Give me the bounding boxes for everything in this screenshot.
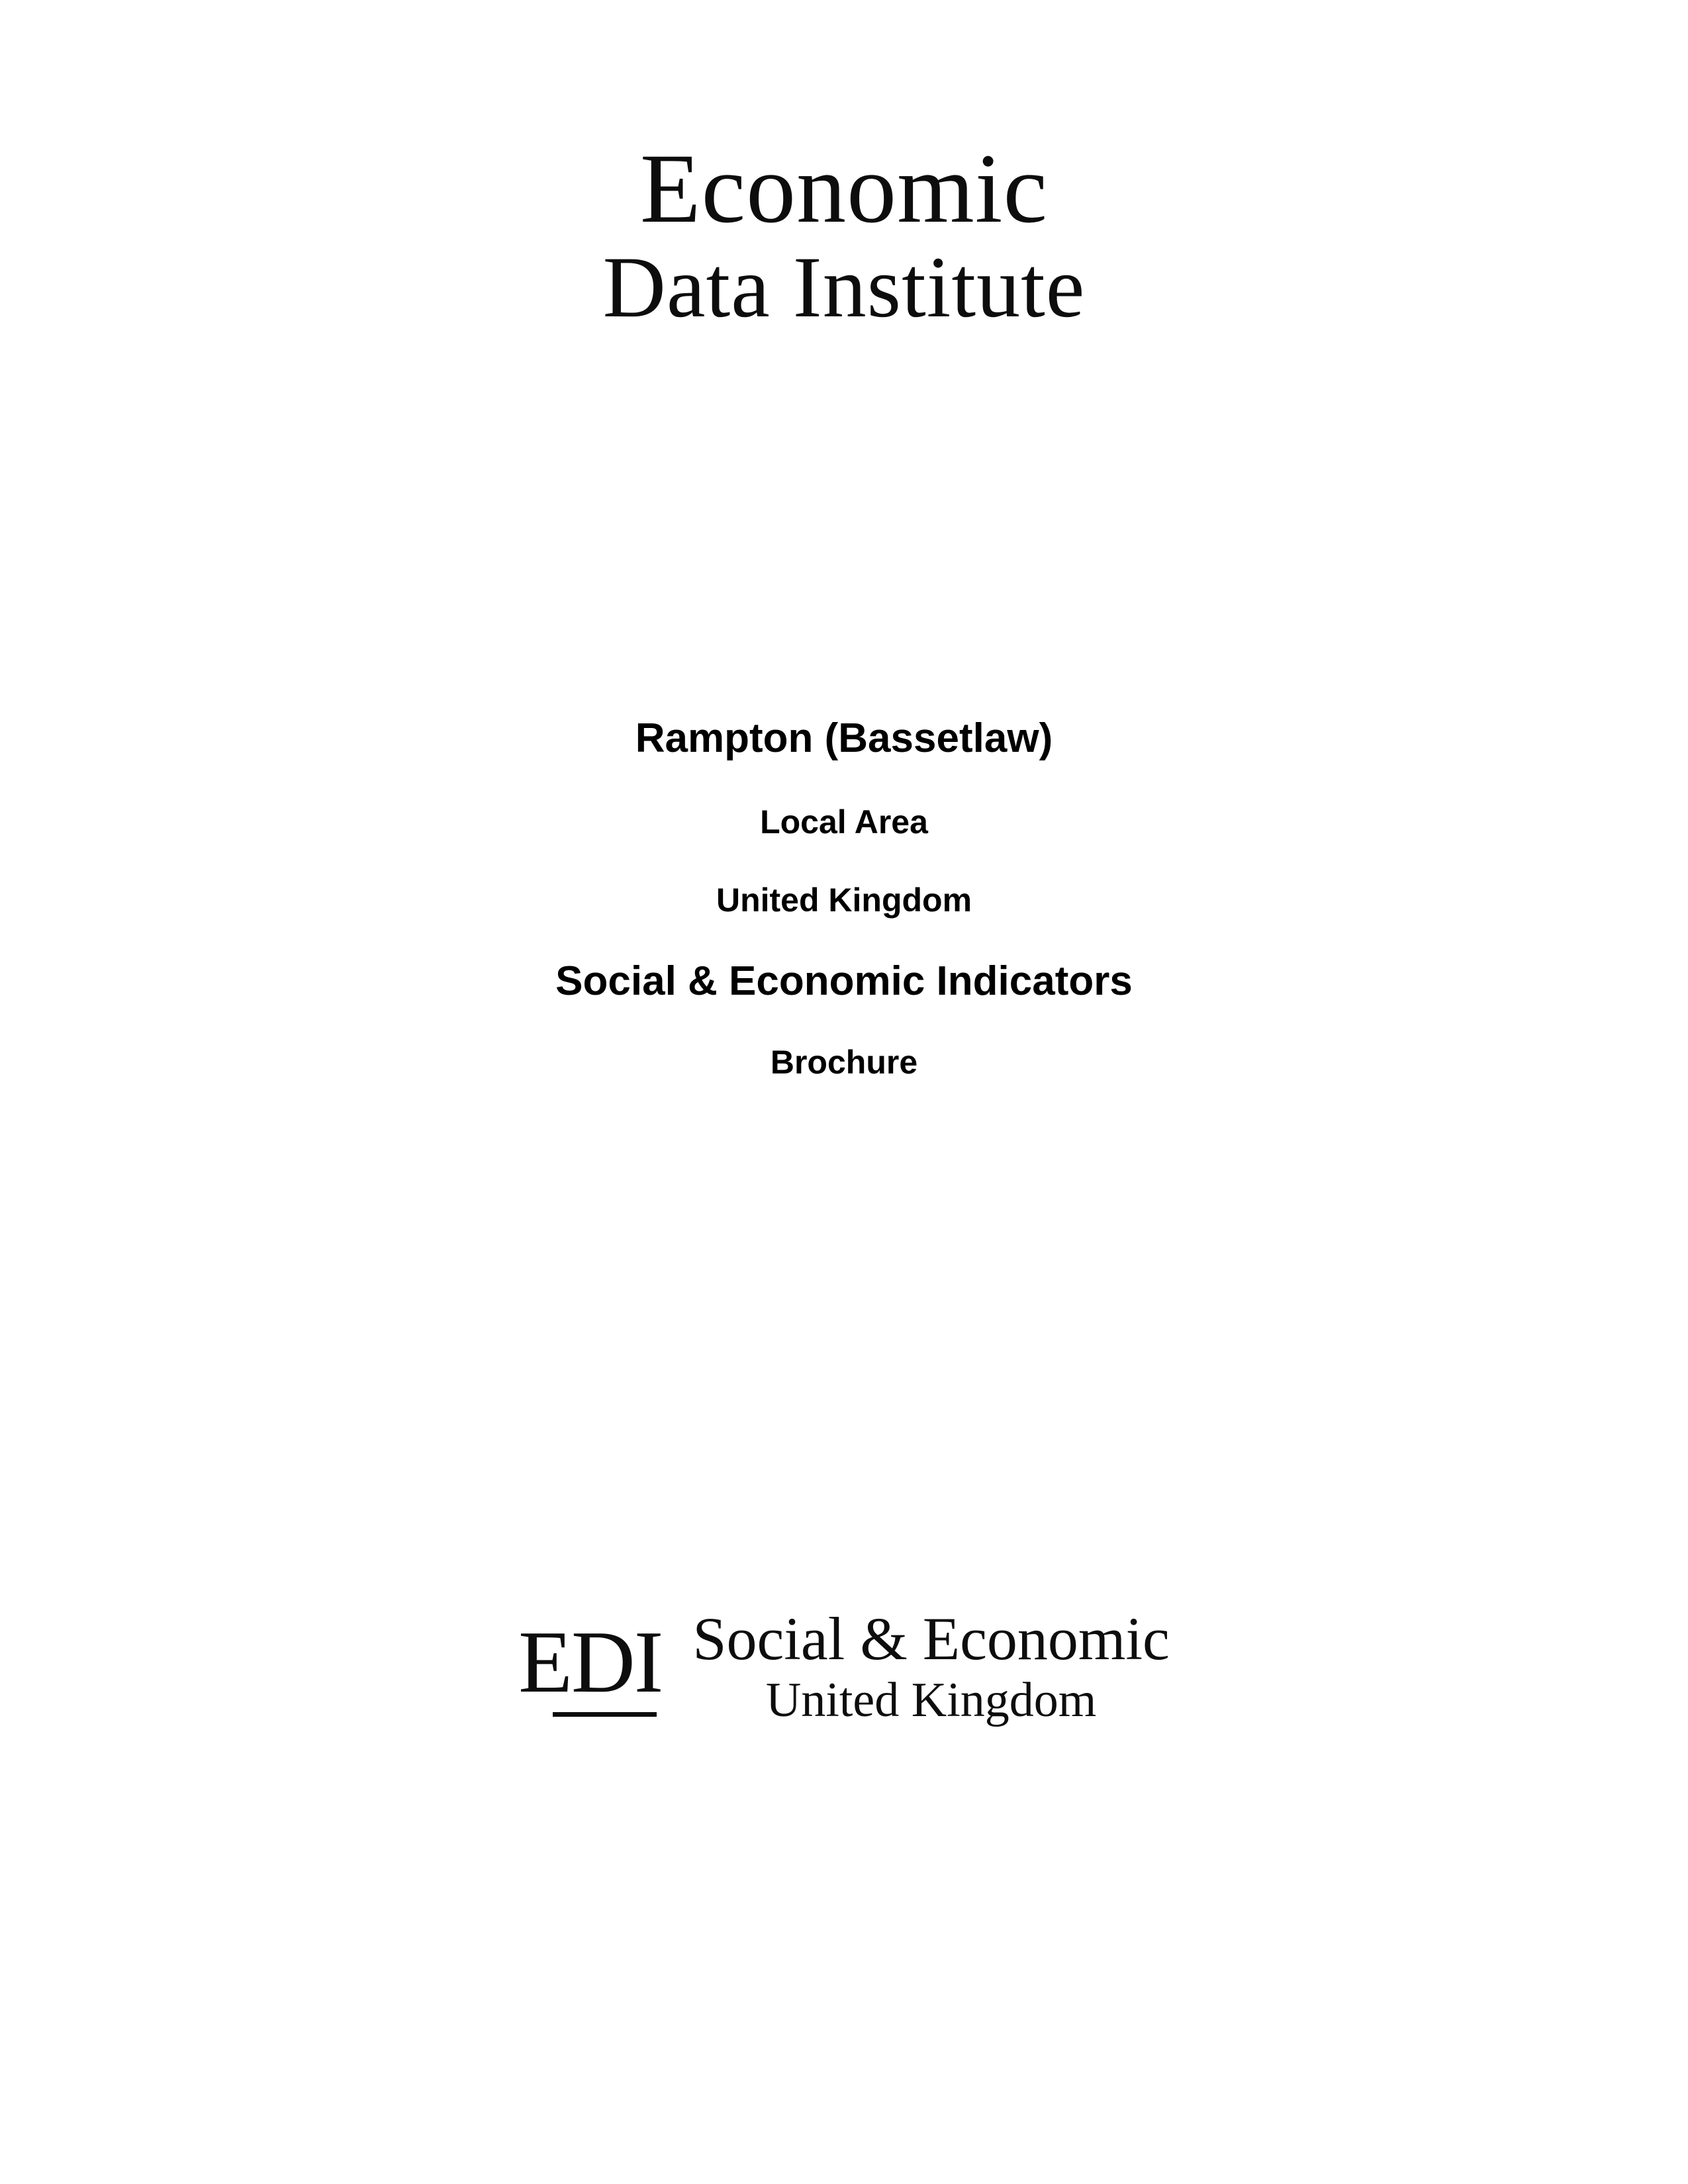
cover-area-level: Local Area <box>760 803 928 841</box>
cover-title-block <box>0 715 1688 1081</box>
masthead-line-data-institute: Data Institute <box>602 238 1086 336</box>
edi-wordmark <box>692 1605 1170 1727</box>
cover-document-type: Brochure <box>770 1044 918 1081</box>
cover-country: United Kingdom <box>716 882 972 919</box>
publisher-masthead <box>0 134 1688 336</box>
edi-monogram-text: EDI <box>518 1613 663 1711</box>
cover-area-name: Rampton (Bassetlaw) <box>635 715 1053 761</box>
edi-monogram <box>518 1611 662 1722</box>
edi-wordmark-line1: Social & Economic <box>692 1605 1170 1672</box>
cover-subject: Social & Economic Indicators <box>555 958 1133 1004</box>
masthead-line-economic: Economic <box>639 134 1049 244</box>
edi-underline-icon <box>553 1712 657 1717</box>
edi-wordmark-line2: United Kingdom <box>765 1673 1097 1727</box>
edi-footer-logo <box>0 1605 1688 1727</box>
